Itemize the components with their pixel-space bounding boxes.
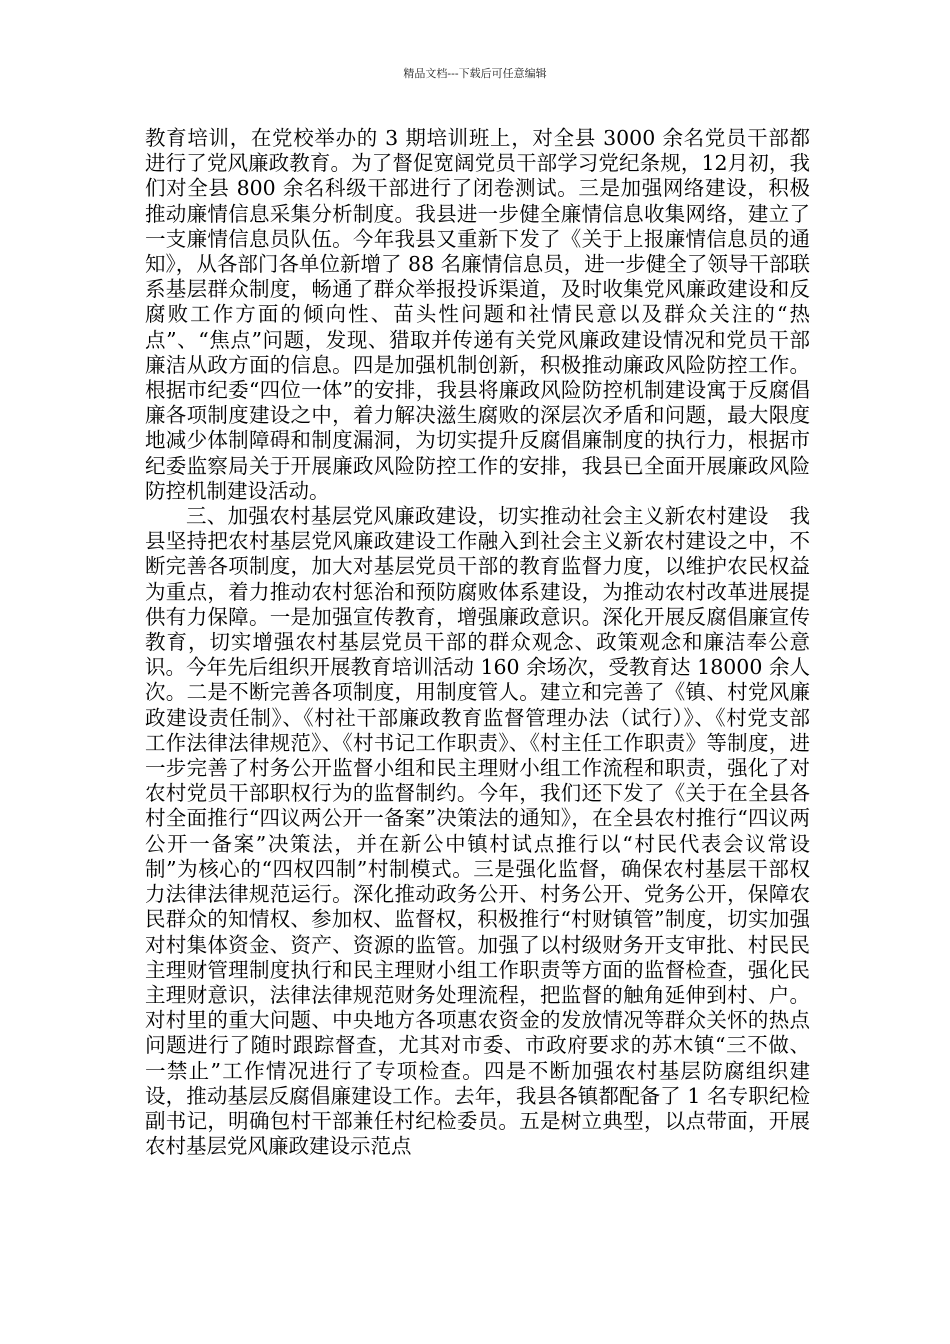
paragraph-continued: 教育培训，在党校举办的 3 期培训班上，对全县 3000 余名党员干部都进行了党风廉政教育。为了督促宽阔党员干部学习党纪条规，12月初，我们对全县 800 余名科级干部进行了闭卷测试。三是加强网络建设，积极推动廉情信息采集分析制度。我县进一步健全廉情信息收集网络，建立了一支廉情信息员队伍。今年我县又重新下发了《关于上报廉情信息员的通知》，从各部门各单位新增了 88 名廉情信息员，进一步健全了领导干部联系基层群众制度，畅通了群众举报投诉渠道，及时收集党风廉政建设和反腐败工作方面的倾向性、苗头性问题和社情民意以及群众关注的“热点”、“焦点”问题，发现、猎取并传递有关党风廉政建设情况和党员干部廉洁从政方面的信息。四是加强机制创新，积极推动廉政风险防控工作。根据市纪委“四位一体”的安排，我县将廉政风险防控机制建设寓于反腐倡廉各项制度建设之中，着力解决滋生腐败的深层次矛盾和问题，最大限度地减少体制障碍和制度漏洞，为切实提升反腐倡廉制度的执行力，根据市纪委监察局关于开展廉政风险防控工作的安排，我县已全面开展廉政风险防控机制建设活动。 bbox=[145, 126, 810, 503]
page-header: 精品文档---下载后可任意编辑 bbox=[403, 67, 547, 80]
document-body bbox=[145, 126, 810, 1159]
paragraph-section-three: 三、加强农村基层党风廉政建设，切实推动社会主义新农村建设 我县坚持把农村基层党风廉政建设工作融入到社会主义新农村建设之中，不断完善各项制度，加大对基层党员干部的教育监督力度，以维护农民权益为重点，着力推动农村惩治和预防腐败体系建设，为推动农村改革进展提供有力保障。一是加强宣传教育，增强廉政意识。深化开展反腐倡廉宣传教育，切实增强农村基层党员干部的群众观念、政策观念和廉洁奉公意识。今年先后组织开展教育培训活动 160 余场次，受教育达 18000 余人次。二是不断完善各项制度，用制度管人。建立和完善了《镇、村党风廉政建设责任制》、《村社干部廉政教育监督管理办法（试行）》、《村党支部工作法律法律规范》、《村书记工作职责》、《村主任工作职责》等制度，进一步完善了村务公开监督小组和民主理财小组工作流程和职责，强化了对农村党员干部职权行为的监督制约。今年，我们还下发了《关于在全县各村全面推行“四议两公开一备案”决策法的通知》，在全县农村推行“四议两公开一备案”决策法，并在新公中镇村试点推行以“村民代表会议常设制”为核心的“四权四制”村制模式。三是强化监督，确保农村基层干部权力法律法律规范运行。深化推动政务公开、村务公开、党务公开，保障农民群众的知情权、参加权、监督权，积极推行“村财镇管”制度，切实加强对村集体资金、资产、资源的监管。加强了以村级财务开支审批、村民民主理财管理制度执行和民主理财小组工作职责等方面的监督检查，强化民主理财意识，法律法律规范财务处理流程，把监督的触角延伸到村、户。对村里的重大问题、中央地方各项惠农资金的发放情况等群众关怀的热点问题进行了随时跟踪督查，尤其对市委、市政府要求的苏木镇“三不做、一禁止”工作情况进行了专项检查。四是不断加强农村基层防腐组织建设，推动基层反腐倡廉建设工作。去年，我县各镇都配备了 1 名专职纪检副书记，明确包村干部兼任村纪检委员。五是树立典型，以点带面，开展农村基层党风廉政建设示范点 bbox=[145, 504, 810, 1159]
